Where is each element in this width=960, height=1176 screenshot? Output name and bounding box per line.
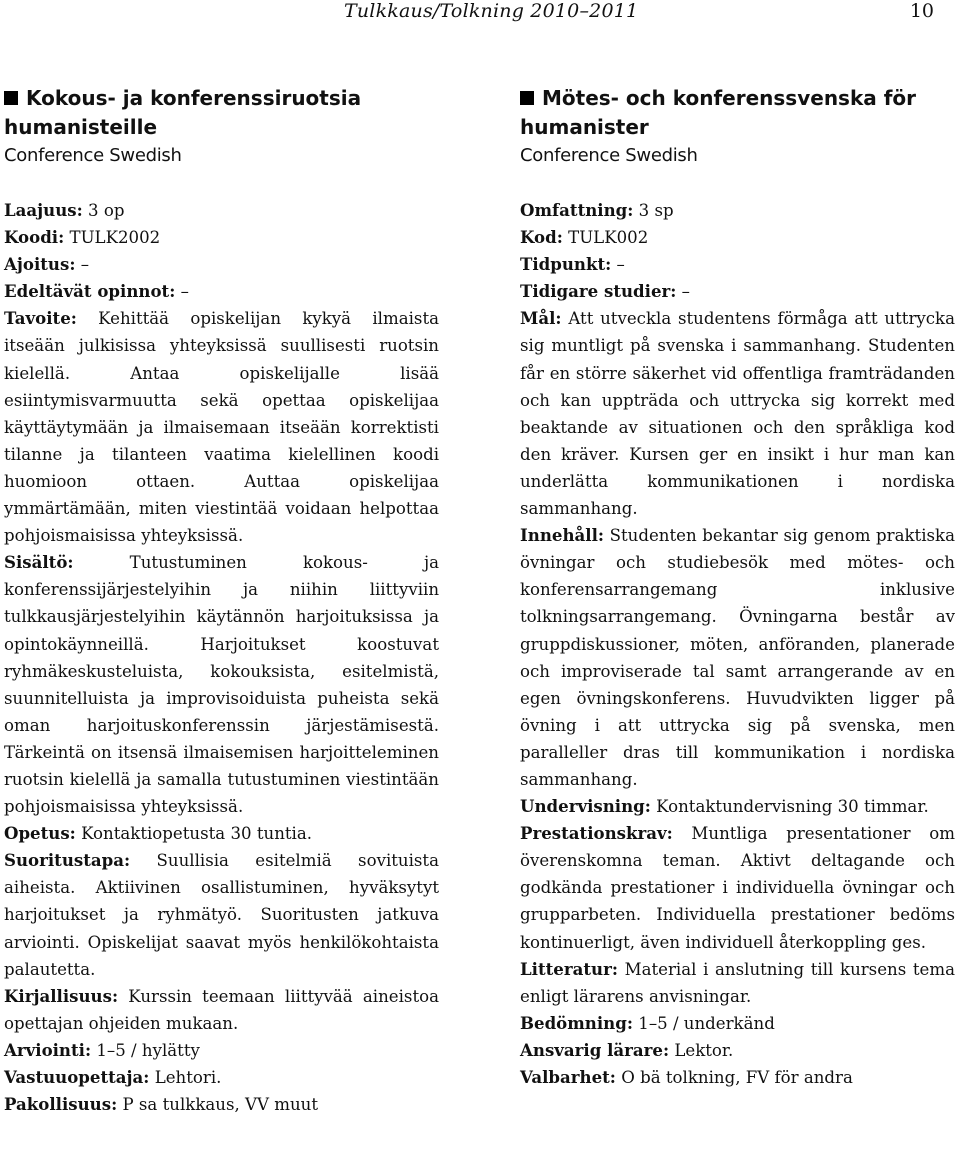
field-omfattning: Omfattning: 3 sp (520, 200, 674, 220)
field-kirjallisuus: Kirjallisuus: Kurssin teemaan liittyvää aineistoa opettajan ohjeiden mukaan. (4, 985, 439, 1033)
course-title-fi-text: Kokous- ja konferenssiruotsia humanisteille (4, 86, 362, 139)
field-suoritustapa: Suoritustapa: Suullisia esitelmiä sovituista aiheista. Aktiivinen osallistuminen, hyväksytyt harjoitukset ja ryhmätyö. Suoritusten jatkuva arviointi. Opiskelijat saavat myös henkilökohtaista palautetta. (4, 850, 439, 979)
field-ansvarig-larare: Ansvarig lärare: Lektor. (520, 1039, 734, 1060)
course-subtitle-sv: Conference Swedish (520, 145, 698, 166)
square-bullet-icon (520, 91, 534, 105)
field-litteratur: Litteratur: Material i anslutning till kursens tema enligt lärarens anvisningar. (520, 958, 955, 1006)
field-kod: Kod: TULK002 (520, 227, 649, 248)
field-laajuus: Laajuus: 3 op (4, 200, 125, 220)
field-prestationskrav: Prestationskrav: Muntliga presentationer om överenskomna teman. Aktivt deltagande och godkända prestationer i individuella övningar och grupparbeten. Individuella prestationer bedöms kontinuerligt, även individuell återkoppling ges. (520, 823, 955, 952)
field-edeltavat-opinnot: Edeltävät opinnot: – (4, 281, 189, 302)
course-fields-sv (520, 197, 955, 1091)
field-undervisning: Undervisning: Kontaktundervisning 30 timmar. (520, 796, 929, 817)
field-tidpunkt: Tidpunkt: – (520, 254, 625, 275)
page-header (0, 0, 960, 26)
course-title-fi (4, 84, 439, 142)
field-tavoite: Tavoite: Kehittää opiskelijan kykyä ilmaista itseään julkisissa yhteyksissä suullisesti ruotsin kielellä. Antaa opiskelijalle lisää esiintymisvarmuutta sekä opettaa opiskelijaa käyttäytymään ja ilmaisemaan itseään korrektisti tilanne ja tilanteen vaatima kielellinen koodi huomioon ottaen. Auttaa opiskelijaa ymmärtämään, miten viestintää voidaan helpottaa pohjoismaisissa yhteyksissä. (4, 308, 439, 546)
field-tidigare-studier: Tidigare studier: – (520, 281, 690, 302)
field-opetus: Opetus: Kontaktiopetusta 30 tuntia. (4, 823, 313, 844)
field-bedomning: Bedömning: 1–5 / underkänd (520, 1012, 775, 1033)
field-sisalto: Sisältö: Tutustuminen kokous- ja konferenssijärjestelyihin ja niihin liittyviin tulkkausjärjestelyihin käytännön harjoituksissa ja opintokäynneillä. Harjoitukset koostuvat ryhmäkeskusteluista, kokouksista, esitelmistä, suunnitelluista ja improvisoiduista puheista sekä oman harjoituskonferenssin järjestämisestä. Tärkeintä on itsensä ilmaisemisen harjoitteleminen ruotsin kielellä ja samalla tutustuminen viestintään pohjoismaisissa yhteyksissä. (4, 552, 439, 817)
course-title-sv-text: Mötes- och konferenssvenska för humanister (520, 86, 917, 139)
field-arviointi: Arviointi: 1–5 / hylätty (4, 1039, 200, 1060)
square-bullet-icon (4, 91, 18, 105)
field-valbarhet: Valbarhet: O bä tolkning, FV för andra (520, 1067, 853, 1087)
page-number: 10 (909, 0, 934, 22)
running-header-title: Tulkkaus/Tolkning 2010–2011 (344, 0, 639, 22)
field-pakollisuus: Pakollisuus: P sa tulkkaus, VV muut (4, 1094, 319, 1115)
course-fields-fi (4, 197, 439, 1118)
field-koodi: Koodi: TULK2002 (4, 227, 161, 248)
field-ajoitus: Ajoitus: – (4, 254, 90, 275)
left-column-finnish (4, 84, 439, 1118)
course-subtitle-fi: Conference Swedish (4, 145, 182, 166)
field-innehall: Innehåll: Studenten bekantar sig genom praktiska övningar och studiebesök med mötes- och konferensarrangemang inklusive tolkningsarrangemang. Övningarna består av gruppdiskussioner, möten, anföranden, planerade och improviserade tal samt arrangerande av en egen övningskonferens. Huvudvikten ligger på övning i att uttrycka sig på svenska, men paralleller dras till kommunikation i nordiska sammanhang. (520, 525, 955, 789)
course-title-sv (520, 84, 955, 142)
field-mal: Mål: Att utveckla studentens förmåga att uttrycka sig muntligt på svenska i sammanhang. Studenten får en större säkerhet vid offentliga framträdanden och kan uppträda och uttrycka sig korrekt med beaktande av situationen och den språkliga kod den kräver. Kursen ger en insikt i hur man kan underlätta kommunikationen i nordiska sammanhang. (520, 308, 955, 519)
right-column-swedish (520, 84, 955, 1091)
field-vastuuopettaja: Vastuuopettaja: Lehtori. (4, 1067, 222, 1087)
